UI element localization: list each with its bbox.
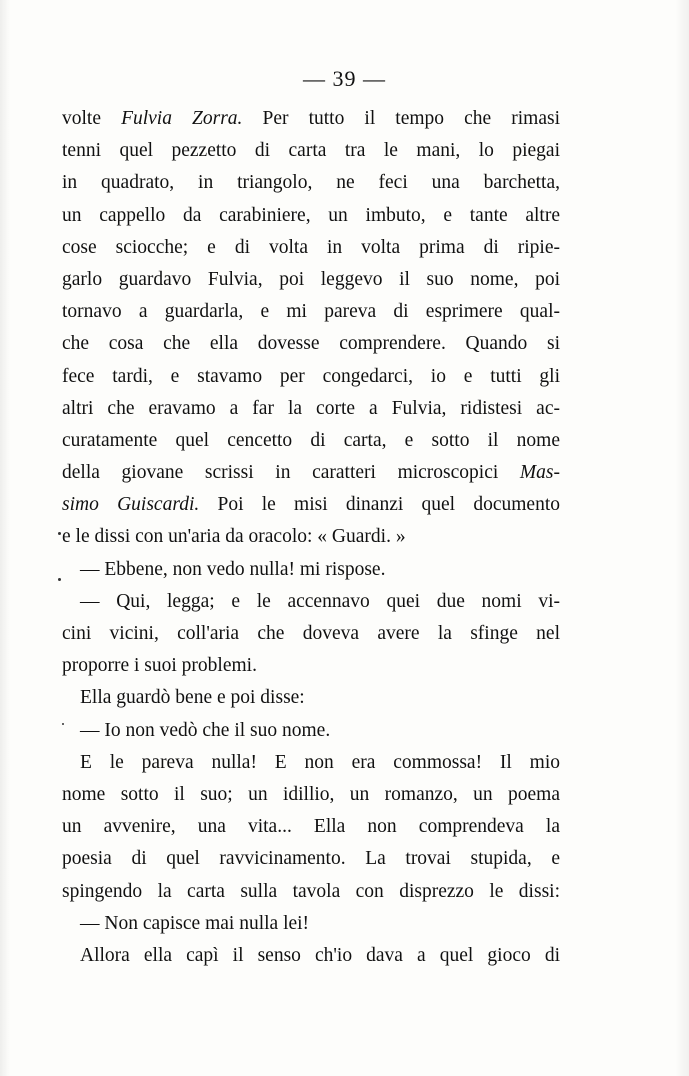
italic-text: Fulvia Zorra.	[121, 108, 243, 129]
text-segment: nome sotto il suo; un idillio, un romanzo, un poema	[62, 783, 560, 805]
italic-text: simo Guiscardi.	[62, 494, 200, 516]
text-segment: — Non capisce mai nulla lei!	[80, 912, 310, 934]
text-line	[62, 618, 560, 650]
text-segment: cini vicini, coll'aria che doveva avere la sfinge nel	[62, 623, 560, 644]
text-line	[62, 843, 560, 875]
text-line	[62, 328, 560, 360]
text-line	[62, 650, 560, 682]
text-line	[62, 908, 560, 940]
text-segment: che cosa che ella dovesse comprendere. Quando si	[62, 333, 560, 355]
text-segment: — Io non vedò che il suo nome.	[80, 719, 331, 741]
text-line	[62, 521, 560, 553]
italic-text: Mas-	[519, 462, 560, 484]
text-line	[62, 586, 560, 618]
text-segment: E le pareva nulla! E non era commossa! Il mio	[80, 751, 560, 773]
text-line	[62, 167, 560, 199]
text-line	[62, 200, 560, 232]
text-segment: fece tardi, e stavamo per congedarci, io e tutti gli	[62, 365, 560, 387]
text-segment: cose sciocche; e di volta in volta prima di ripie-	[62, 236, 560, 258]
text-line	[62, 393, 560, 425]
text-segment: Per tutto il tempo che rimasi	[242, 108, 560, 129]
text-line	[62, 232, 560, 264]
ink-speck	[58, 578, 61, 581]
text-segment: della giovane scrissi in caratteri microscopici	[62, 462, 520, 484]
text-line	[62, 554, 560, 586]
text-segment: tenni quel pezzetto di carta tra le mani, lo piegai	[62, 140, 560, 162]
text-segment: poesia di quel ravvicinamento. La trovai stupida, e	[62, 848, 560, 870]
text-line	[62, 876, 560, 908]
text-segment: — Qui, legga; e le accennavo quei due nomi vi-	[80, 590, 560, 612]
text-line	[62, 425, 560, 457]
text-segment: volte	[62, 108, 122, 129]
text-segment: Poi le misi dinanzi quel documento	[199, 494, 560, 516]
text-segment: un cappello da carabiniere, un imbuto, e tante altre	[62, 204, 560, 226]
text-line	[62, 103, 560, 135]
text-line	[62, 682, 560, 714]
text-segment: altri che eravamo a far la corte a Fulvia, ridistesi ac-	[62, 397, 560, 419]
text-segment: spingendo la carta sulla tavola con disprezzo le dissi:	[62, 880, 560, 902]
text-line	[62, 457, 560, 489]
text-line	[62, 811, 560, 843]
ink-speck	[62, 723, 64, 725]
text-line	[62, 489, 560, 521]
text-line	[62, 747, 560, 779]
text-segment: proporre i suoi problemi.	[62, 655, 257, 677]
text-segment: Ella guardò bene e poi disse:	[80, 687, 305, 709]
text-segment: in quadrato, in triangolo, ne feci una barchetta,	[62, 172, 560, 194]
body-text	[62, 103, 560, 972]
text-line	[62, 135, 560, 167]
text-segment: e le dissi con un'aria da oracolo: « Guardi. »	[62, 526, 406, 548]
text-segment: tornavo a guardarla, e mi pareva di esprimere qual-	[62, 301, 560, 323]
text-line	[62, 361, 560, 393]
text-line	[62, 296, 560, 328]
text-segment: — Ebbene, non vedo nulla! mi rispose.	[80, 558, 386, 580]
text-line	[62, 779, 560, 811]
text-segment: un avvenire, una vita... Ella non comprendeva la	[62, 816, 560, 838]
text-segment: Allora ella capì il senso ch'io dava a quel gioco di	[80, 944, 560, 966]
text-segment: curatamente quel cencetto di carta, e sotto il nome	[62, 429, 560, 451]
ink-speck	[58, 532, 61, 535]
text-line	[62, 264, 560, 296]
text-segment: garlo guardavo Fulvia, poi leggevo il suo nome, poi	[62, 268, 560, 290]
text-line	[62, 715, 560, 747]
page-number: — 39 —	[303, 66, 386, 91]
text-line	[62, 940, 560, 972]
